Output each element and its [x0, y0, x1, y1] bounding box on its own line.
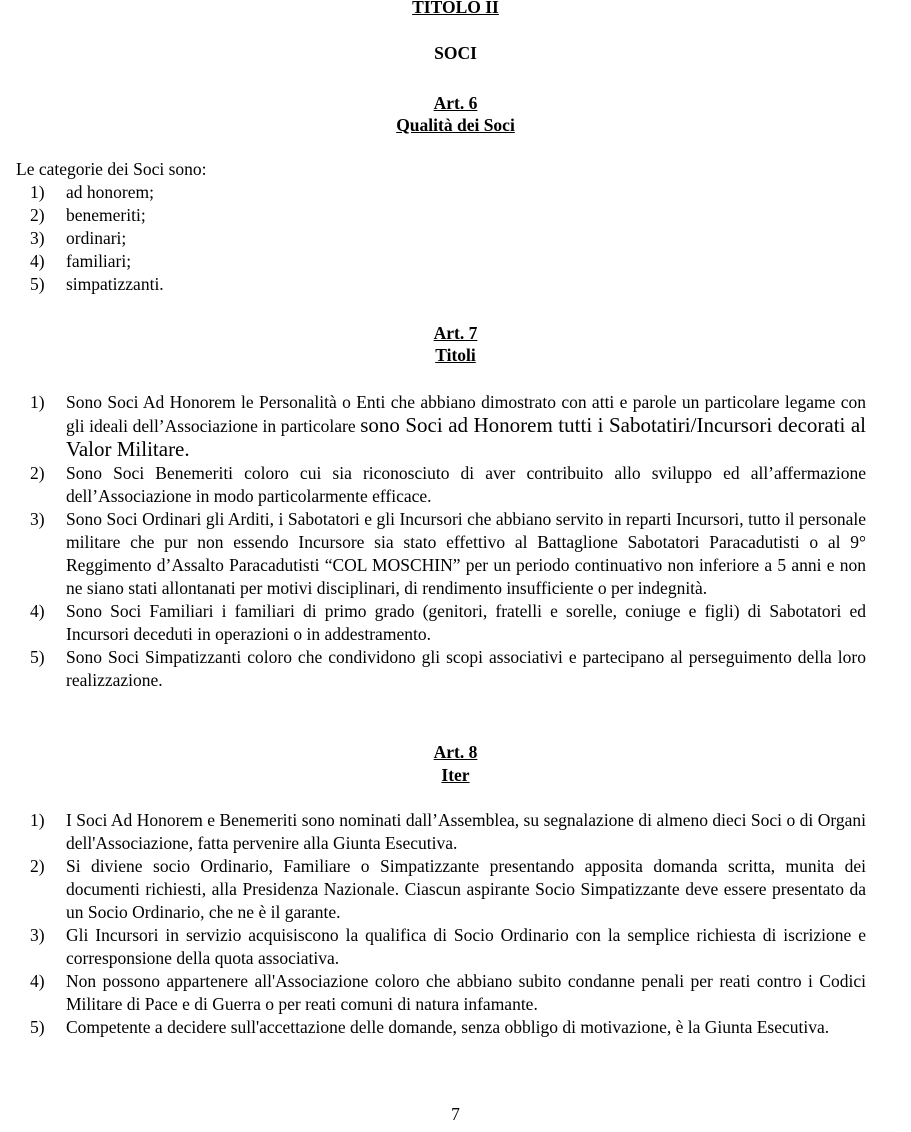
art8-list [30, 809, 866, 1039]
list-item: 5) simpatizzanti. [30, 274, 164, 294]
list-item: 5) Sono Soci Simpatizzanti coloro che condividono gli scopi associativi e partecipano al perseguimento della loro realizzazione. [30, 647, 866, 690]
titolo-heading: TITOLO II [412, 0, 499, 17]
list-item: 4) Sono Soci Familiari i familiari di primo grado (genitori, fratelli e sorelle, coniuge e figli) di Sabotatori ed Incursori deceduti in operazioni o in addestramento. [30, 601, 866, 644]
art6-number: Art. 6 [433, 93, 478, 113]
soci-heading: SOCI [434, 43, 477, 63]
art6-intro: Le categorie dei Soci sono: [16, 159, 207, 179]
list-item: 2) Si diviene socio Ordinario, Familiare o Simpatizzante presentando apposita domanda scritta, munita dei documenti richiesti, alla Presidenza Nazionale. Ciascun aspirante Socio Simpatizzante deve essere presentato da un Socio Ordinario, che ne è il garante. [30, 856, 866, 922]
art6-list [30, 181, 866, 296]
list-item: 3) ordinari; [30, 228, 127, 248]
art8-number: Art. 8 [433, 742, 478, 762]
list-item: 1) ad honorem; [30, 182, 154, 202]
list-item: 3) Gli Incursori in servizio acquisiscono la qualifica di Socio Ordinario con la semplice richiesta di iscrizione e corresponsione della quota associativa. [30, 925, 866, 968]
list-item: 2) benemeriti; [30, 205, 146, 225]
list-item: 5) Competente a decidere sull'accettazione delle domande, senza obbligo di motivazione, è la Giunta Esecutiva. [30, 1017, 830, 1037]
art7-list [30, 391, 866, 692]
list-item: 1) Sono Soci Ad Honorem le Personalità o Enti che abbiano dimostrato con atti e parole un particolare legame con gli ideali dell’Associazione in particolare sono Soci ad Honorem tutti i Sabotatiri/Incursori decorati al Valor Militare. [30, 392, 867, 461]
list-item: 1) I Soci Ad Honorem e Benemeriti sono nominati dall’Assemblea, su segnalazione di almeno dieci Soci o di Organi dell'Associazione, fatta pervenire alla Giunta Esecutiva. [30, 810, 866, 853]
list-item: 4) familiari; [30, 251, 132, 271]
art8-title: Iter [441, 765, 470, 785]
list-item: 4) Non possono appartenere all'Associazione coloro che abbiano subito condanne penali per reati contro i Codici Militare di Pace e di Guerra o per reati comuni di natura infamante. [30, 971, 866, 1014]
art7-number: Art. 7 [433, 323, 478, 343]
art6-title: Qualità dei Soci [396, 115, 515, 135]
art7-title: Titoli [435, 345, 476, 365]
list-item: 2) Sono Soci Benemeriti coloro cui sia riconosciuto di aver contribuito allo sviluppo ed all’affermazione dell’Associazione in modo particolarmente efficace. [30, 463, 866, 506]
page-number: 7 [451, 1104, 460, 1124]
list-item: 3) Sono Soci Ordinari gli Arditi, i Sabotatori e gli Incursori che abbiano servito in reparti Incursori, tutto il personale militare che pur non essendo Incursore sia stato effettivo al Battaglione Sabotatori Paracadutisti o al 9° Reggimento d’Assalto Paracadutisti “COL MOSCHIN” per un periodo continuativo non inferiore a 5 anni e non ne siano stati allontanati per motivi disciplinari, di rendimento insufficiente o per indegnità. [30, 509, 866, 598]
